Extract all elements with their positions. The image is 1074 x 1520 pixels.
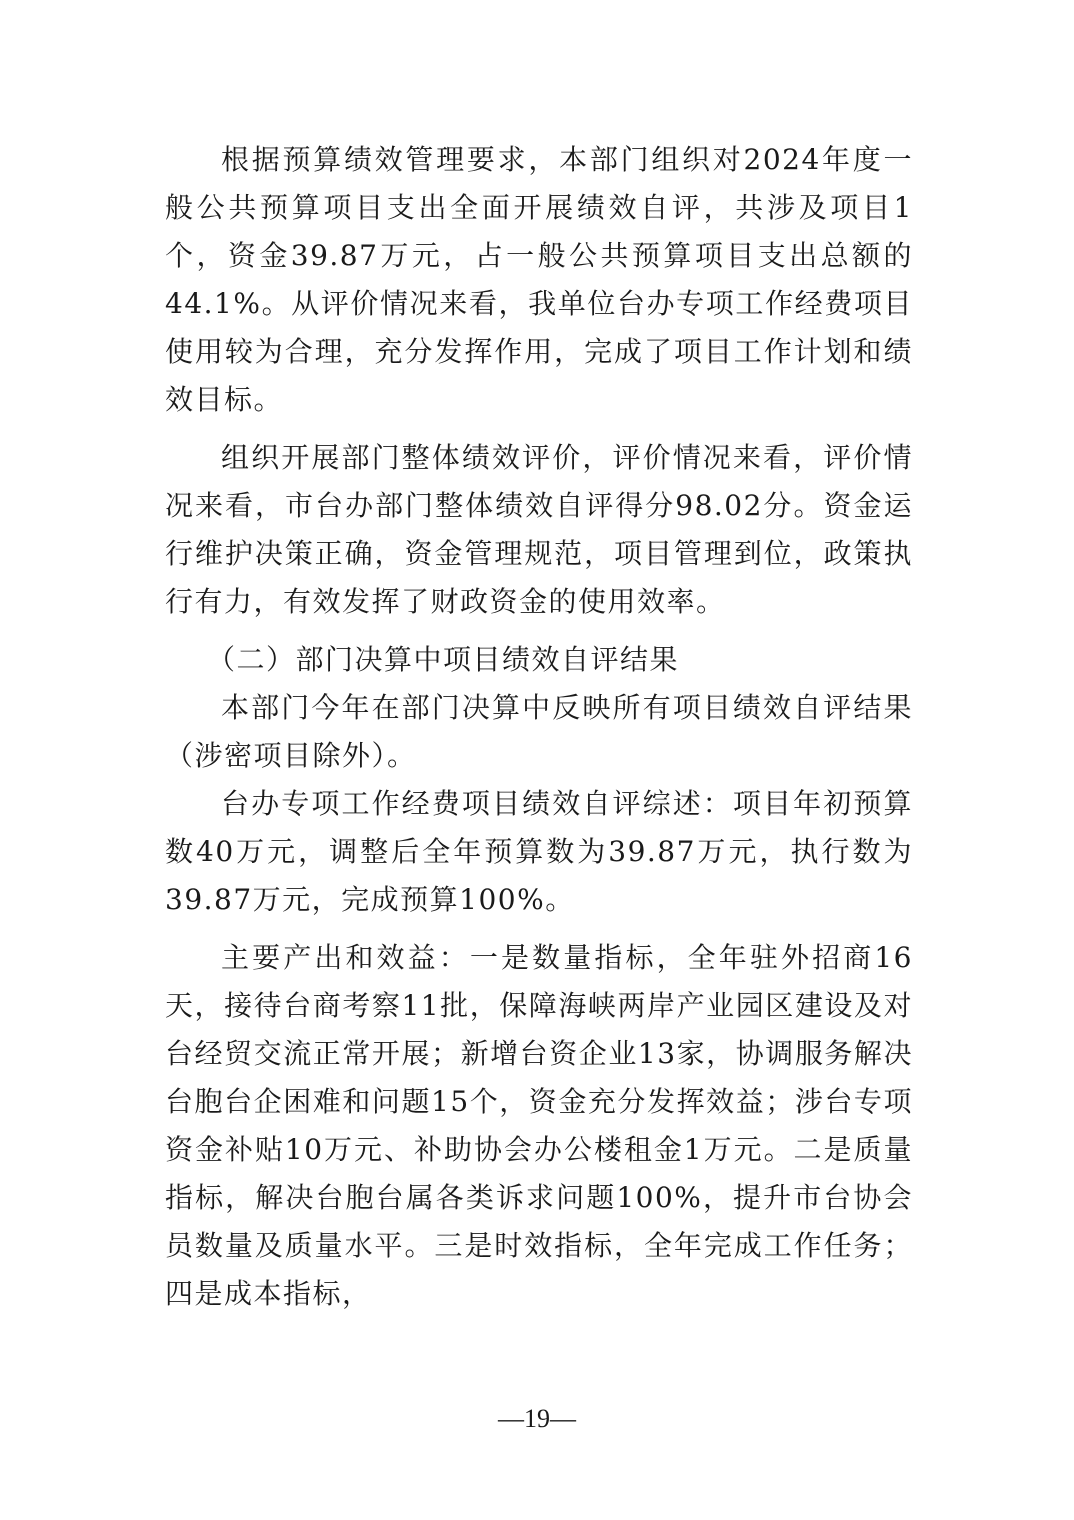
- section-heading: （二）部门决算中项目绩效自评结果: [207, 643, 680, 676]
- paragraph-project-summary: 台办专项工作经费项目绩效自评综述：项目年初预算数40万元，调整后全年预算数为39.87万元，执行数为39.87万元，完成预算100%。: [165, 787, 913, 916]
- paragraph-department-evaluation: 组织开展部门整体绩效评价，评价情况来看，评价情况来看，市台办部门整体绩效自评得分98.02分。资金运行维护决策正确，资金管理规范，项目管理到位，政策执行有力，有效发挥了财政资金的使用效率。: [165, 441, 913, 618]
- document-body: [165, 136, 913, 1318]
- paragraph-project-results-scope: 本部门今年在部门决算中反映所有项目绩效自评结果（涉密项目除外）。: [165, 691, 913, 772]
- paragraph-outputs-benefits: 主要产出和效益：一是数量指标，全年驻外招商16天，接待台商考察11批，保障海峡两岸产业园区建设及对台经贸交流正常开展；新增台资企业13家，协调服务解决台胞台企困难和问题15个，资金充分发挥效益；涉台专项资金补贴10万元、补助协会办公楼租金1万元。二是质量指标，解决台胞台属各类诉求问题100%，提升市台协会员数量及质量水平。三是时效指标，全年完成工作任务；四是成本指标，: [165, 941, 913, 1310]
- page-number: —19—: [498, 1404, 576, 1433]
- paragraph-self-evaluation-overview: 根据预算绩效管理要求，本部门组织对2024年度一般公共预算项目支出全面开展绩效自评，共涉及项目1个，资金39.87万元，占一般公共预算项目支出总额的44.1%。从评价情况来看，我单位台办专项工作经费项目使用较为合理，充分发挥作用，完成了项目工作计划和绩效目标。: [165, 143, 913, 416]
